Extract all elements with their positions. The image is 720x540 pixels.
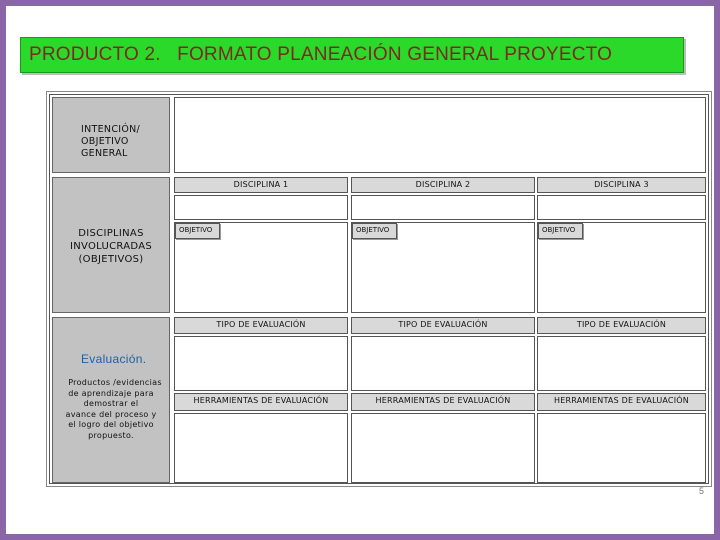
evaluacion-desc-line: demostrar el: [83, 399, 139, 408]
evaluacion-description: [53, 378, 169, 441]
disciplina-3-header: DISCIPLINA 3: [537, 177, 706, 193]
evaluacion-heading: Evaluación.: [81, 352, 147, 366]
evaluacion-desc-line: avance del proceso y: [65, 409, 157, 419]
intencion-input-cell[interactable]: [174, 97, 706, 173]
herramientas-cell-1[interactable]: [174, 413, 348, 483]
evaluacion-desc-line: de aprendizaje para: [68, 388, 154, 398]
herramientas-header-1: HERRAMIENTAS DE EVALUACIÓN: [174, 393, 348, 411]
page-title: PRODUCTO 2. FORMATO PLANEACIÓN GENERAL PROYECTO: [29, 44, 613, 65]
disciplina-2-header: DISCIPLINA 2: [351, 177, 535, 193]
disciplina-2-name-cell[interactable]: [351, 195, 535, 220]
disciplinas-label-cell: [52, 177, 170, 313]
intencion-label-line1: INTENCIÓN/: [81, 124, 141, 135]
evaluacion-desc-line: el logro del objetivo: [68, 420, 154, 429]
herramientas-cell-3[interactable]: [537, 413, 706, 483]
evaluacion-desc-line: Productos /evidencias: [68, 378, 162, 387]
herramientas-header-3: HERRAMIENTAS DE EVALUACIÓN: [537, 393, 706, 411]
form-inner-border: [49, 94, 709, 484]
disciplinas-label-line2: INVOLUCRADAS: [69, 241, 153, 252]
title-banner: [20, 37, 684, 73]
disciplina-3-objective-tag: OBJETIVO: [538, 223, 583, 239]
disciplina-3-name-cell[interactable]: [537, 195, 706, 220]
disciplina-1-objective-tag: OBJETIVO: [175, 223, 220, 239]
page-number: 5: [698, 486, 704, 496]
disciplinas-label-line1: DISCIPLINAS: [78, 228, 144, 239]
intencion-label-cell: [52, 97, 170, 173]
disciplina-1-objective-cell[interactable]: [174, 222, 348, 313]
slide: [6, 6, 714, 534]
disciplina-3-objective-cell[interactable]: [537, 222, 706, 313]
tipo-evaluacion-header-1: TIPO DE EVALUACIÓN: [174, 317, 348, 334]
evaluacion-desc-line: propuesto.: [88, 430, 134, 440]
tipo-evaluacion-cell-2[interactable]: [351, 336, 535, 391]
disciplina-1-header: DISCIPLINA 1: [174, 177, 348, 193]
herramientas-cell-2[interactable]: [351, 413, 535, 483]
disciplina-1-name-cell[interactable]: [174, 195, 348, 220]
tipo-evaluacion-cell-3[interactable]: [537, 336, 706, 391]
planning-form: [46, 91, 712, 487]
tipo-evaluacion-header-3: TIPO DE EVALUACIÓN: [537, 317, 706, 334]
disciplina-2-objective-tag: OBJETIVO: [352, 223, 397, 239]
herramientas-header-2: HERRAMIENTAS DE EVALUACIÓN: [351, 393, 535, 411]
tipo-evaluacion-cell-1[interactable]: [174, 336, 348, 391]
disciplina-2-objective-cell[interactable]: [351, 222, 535, 313]
evaluacion-label-cell: [52, 317, 170, 483]
tipo-evaluacion-header-2: TIPO DE EVALUACIÓN: [351, 317, 535, 334]
disciplinas-label-line3: (OBJETIVOS): [78, 254, 144, 265]
intencion-label-line2: OBJETIVO GENERAL: [81, 136, 129, 159]
